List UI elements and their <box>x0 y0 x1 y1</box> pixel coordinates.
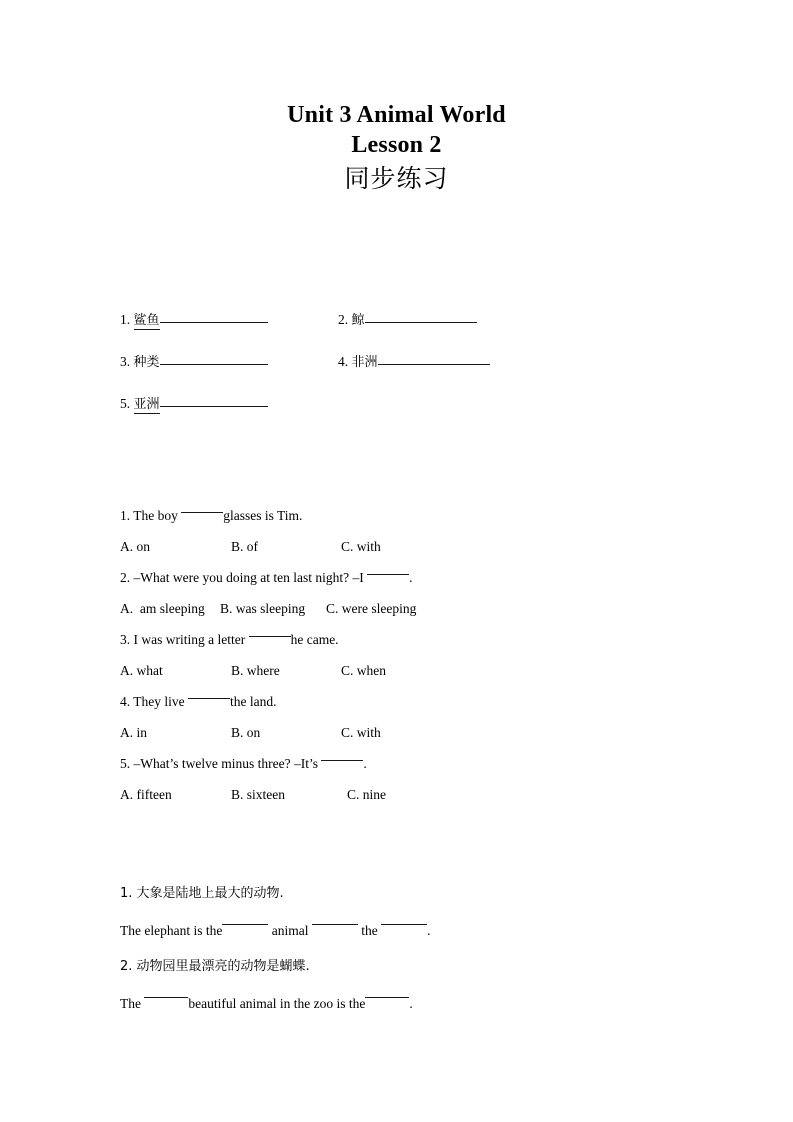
title-line-chinese: 同步练习 <box>344 164 449 193</box>
vocabulary-item-number: 3. <box>120 354 134 369</box>
mc-option[interactable]: C. with <box>341 539 381 554</box>
mc-question-text: 1. The boy <box>120 508 182 523</box>
multiple-choice-section <box>120 500 720 810</box>
mc-option[interactable]: A. what <box>120 663 163 678</box>
mc-option-row <box>120 593 720 624</box>
mc-question-text: . <box>409 570 413 585</box>
vocabulary-row <box>120 352 720 394</box>
mc-question-text: the land. <box>230 694 277 709</box>
mc-question-text: 5. –What’s twelve minus three? –It’s <box>120 756 322 771</box>
mc-option[interactable]: A. am sleeping <box>120 601 205 616</box>
mc-option[interactable]: B. sixteen <box>231 787 285 802</box>
mc-question-text: 4. They live <box>120 694 188 709</box>
vocabulary-item-word: 亚洲 <box>133 397 160 412</box>
vocabulary-section <box>120 310 720 436</box>
translation-answer-blank[interactable] <box>222 912 268 925</box>
mc-option[interactable]: C. when <box>341 663 386 678</box>
translation-answer-blank[interactable] <box>381 912 427 925</box>
vocabulary-row <box>120 310 720 352</box>
vocabulary-answer-blank[interactable] <box>160 394 268 407</box>
vocabulary-item-number: 1. <box>120 312 134 327</box>
translation-answer-blank[interactable] <box>312 912 358 925</box>
mc-option[interactable]: B. where <box>231 663 280 678</box>
vocabulary-row <box>120 394 720 436</box>
translation-text: The <box>120 996 145 1011</box>
title-line-unit: Unit 3 Animal World <box>287 102 506 128</box>
vocabulary-item-word: 鲸 <box>351 313 365 328</box>
translation-text: The elephant is the <box>120 923 223 938</box>
vocabulary-answer-blank[interactable] <box>160 310 268 323</box>
mc-question-text: . <box>363 756 367 771</box>
mc-answer-blank[interactable] <box>249 624 291 637</box>
vocabulary-item-number: 2. <box>338 312 352 327</box>
mc-option[interactable]: B. was sleeping <box>220 601 306 616</box>
vocabulary-item <box>338 310 477 331</box>
vocabulary-item-word: 非洲 <box>351 355 378 370</box>
mc-option-row <box>120 655 720 686</box>
mc-option-row <box>120 531 720 562</box>
mc-option[interactable]: B. of <box>231 539 258 554</box>
mc-question <box>120 624 720 655</box>
vocabulary-item-number: 4. <box>338 354 352 369</box>
mc-question <box>120 562 720 593</box>
mc-question <box>120 500 720 531</box>
translation-chinese-sentence: 1. 大象是陆地上最大的动物. <box>120 886 284 901</box>
vocabulary-item-word: 鲨鱼 <box>133 313 160 328</box>
mc-answer-blank[interactable] <box>321 748 363 761</box>
mc-question-text: glasses is Tim. <box>223 508 303 523</box>
translation-english-sentence <box>120 912 720 949</box>
translation-text: animal <box>268 923 312 938</box>
translation-answer-blank[interactable] <box>144 985 188 998</box>
translation-text: the <box>357 923 382 938</box>
vocabulary-item <box>338 352 490 373</box>
mc-option-row <box>120 717 720 748</box>
translation-text: beautiful animal in the zoo is the <box>188 996 366 1011</box>
mc-option[interactable]: C. with <box>341 725 381 740</box>
mc-question-text: 2. –What were you doing at ten last night? –I <box>120 570 368 585</box>
translation-text: . <box>427 923 431 938</box>
translation-answer-blank[interactable] <box>365 985 409 998</box>
mc-option-row <box>120 779 720 810</box>
vocabulary-answer-blank[interactable] <box>160 352 268 365</box>
translation-chinese-sentence: 2. 动物园里最漂亮的动物是蝴蝶. <box>120 959 310 974</box>
translation-english-sentence <box>120 985 720 1022</box>
mc-answer-blank[interactable] <box>367 562 409 575</box>
mc-answer-blank[interactable] <box>181 500 223 513</box>
document-title-block <box>0 100 793 198</box>
vocabulary-answer-blank[interactable] <box>378 352 490 365</box>
title-line-lesson: Lesson 2 <box>351 132 442 158</box>
mc-option[interactable]: B. on <box>231 725 261 740</box>
translation-text: . <box>409 996 413 1011</box>
mc-question-text: 3. I was writing a letter <box>120 632 249 647</box>
mc-question <box>120 686 720 717</box>
mc-option[interactable]: C. nine <box>347 787 386 802</box>
vocabulary-item <box>120 394 268 415</box>
vocabulary-item-number: 5. <box>120 396 134 411</box>
mc-option[interactable]: A. on <box>120 539 150 554</box>
mc-option[interactable]: A. fifteen <box>120 787 172 802</box>
mc-question <box>120 748 720 779</box>
mc-option[interactable]: A. in <box>120 725 147 740</box>
translation-section <box>120 876 720 1022</box>
vocabulary-answer-blank[interactable] <box>365 310 477 323</box>
mc-question-text: he came. <box>290 632 339 647</box>
vocabulary-item <box>120 310 268 331</box>
vocabulary-item-word: 种类 <box>133 355 160 370</box>
mc-option[interactable]: C. were sleeping <box>326 601 417 616</box>
vocabulary-item <box>120 352 268 373</box>
mc-answer-blank[interactable] <box>188 686 230 699</box>
